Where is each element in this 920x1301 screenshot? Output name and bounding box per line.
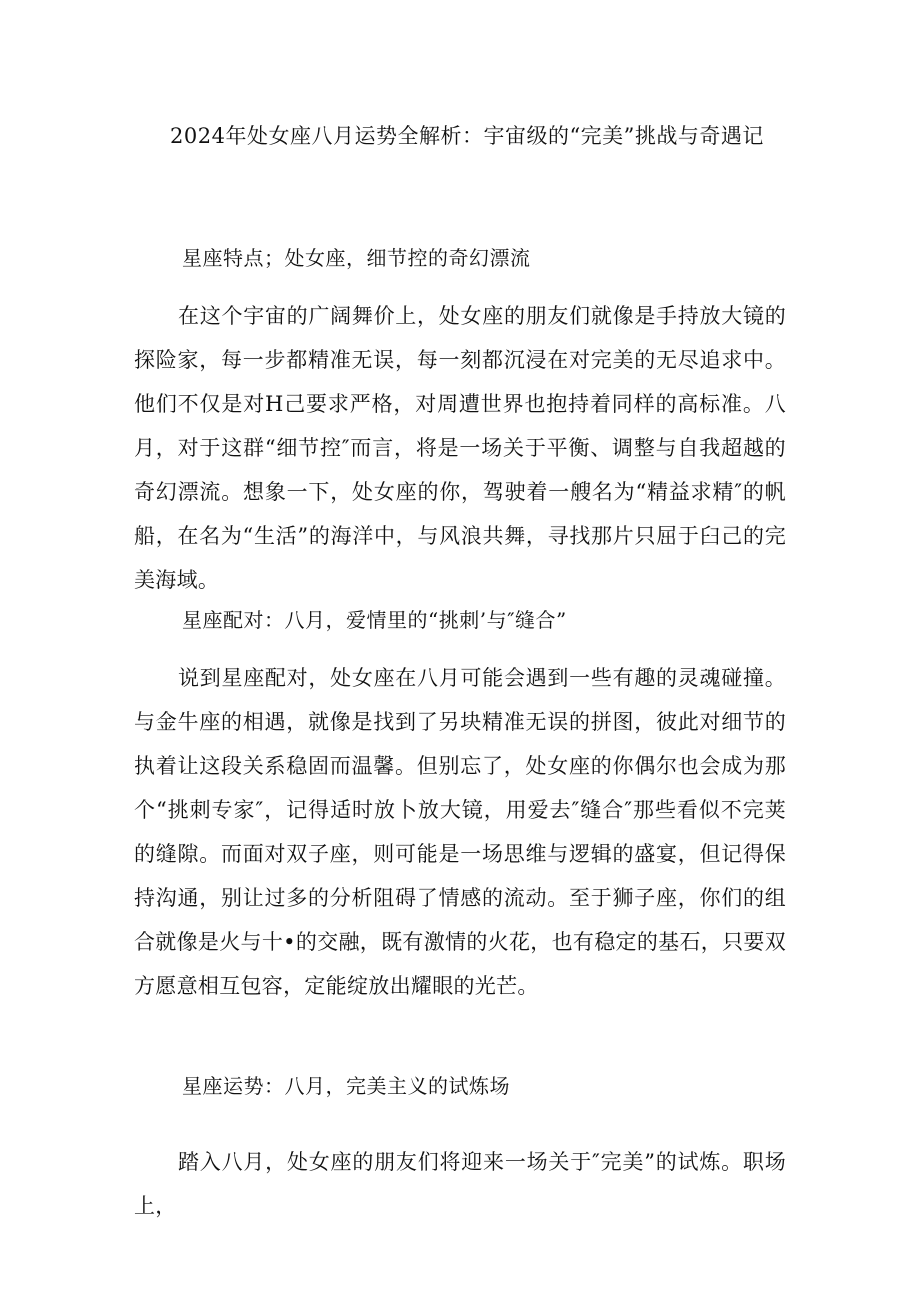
section-paragraph-fortune: 踏入八月，处女座的朋友们将迎来一场关于″完美”的试炼。职场上， [134,1150,786,1218]
section-paragraph-pairing: 说到星座配对，处女座在八月可能会遇到一些有趣的灵魂碰撞。与金牛座的相遇，就像是找到了另块精准无误的拼图，彼此对细节的执着让这段关系稳固而温馨。但别忘了，处女座的你偶尔也会成为那个“挑刺专家″，记得适时放卜放大镜，用爱去″缝合″那些看似不完荚的缝隙。而面对双子座，则可能是一场思维与逻辑的盛宴，但记得保持沟通，别让过多的分析阻碍了情感的流动。至于狮子座，你们的组合就像是火与十•的交融，既有激情的火花，也有稳定的基石，只要双方愿意相互包容，定能绽放出耀眼的光芒。 [134,666,786,998]
section-heading-fortune: 星座运势：八月，完美主义的试炼场 [182,1074,510,1098]
document-title: 2024年处女座八月运势全解析：宇宙级的“完美”挑战与奇遇记 [170,124,764,148]
section-heading-characteristics: 星座特点；处女座，细节控的奇幻漂流 [182,246,531,270]
section-heading-pairing: 星座配对：八月，爱情里的“挑刺’与″缝合” [182,608,567,632]
section-paragraph-characteristics: 在这个宇宙的广阔舞价上，处女座的朋友们就像是手持放大镜的探险家，每一步都精准无误，每一刻都沉浸在对完美的无尽追求中。他们不仅是对H己要求严格，对周遭世界也抱持着同样的高标准。八月，对于这群“细节控″而言，将是一场关于平衡、调整与自我超越的奇幻漂流。想象一下，处女座的你，驾驶着一艘名为“精益求精″的帆船，在名为“生活”的海洋中，与风浪共舞，寻找那片只屈于臼己的完美海域。 [134,304,786,592]
